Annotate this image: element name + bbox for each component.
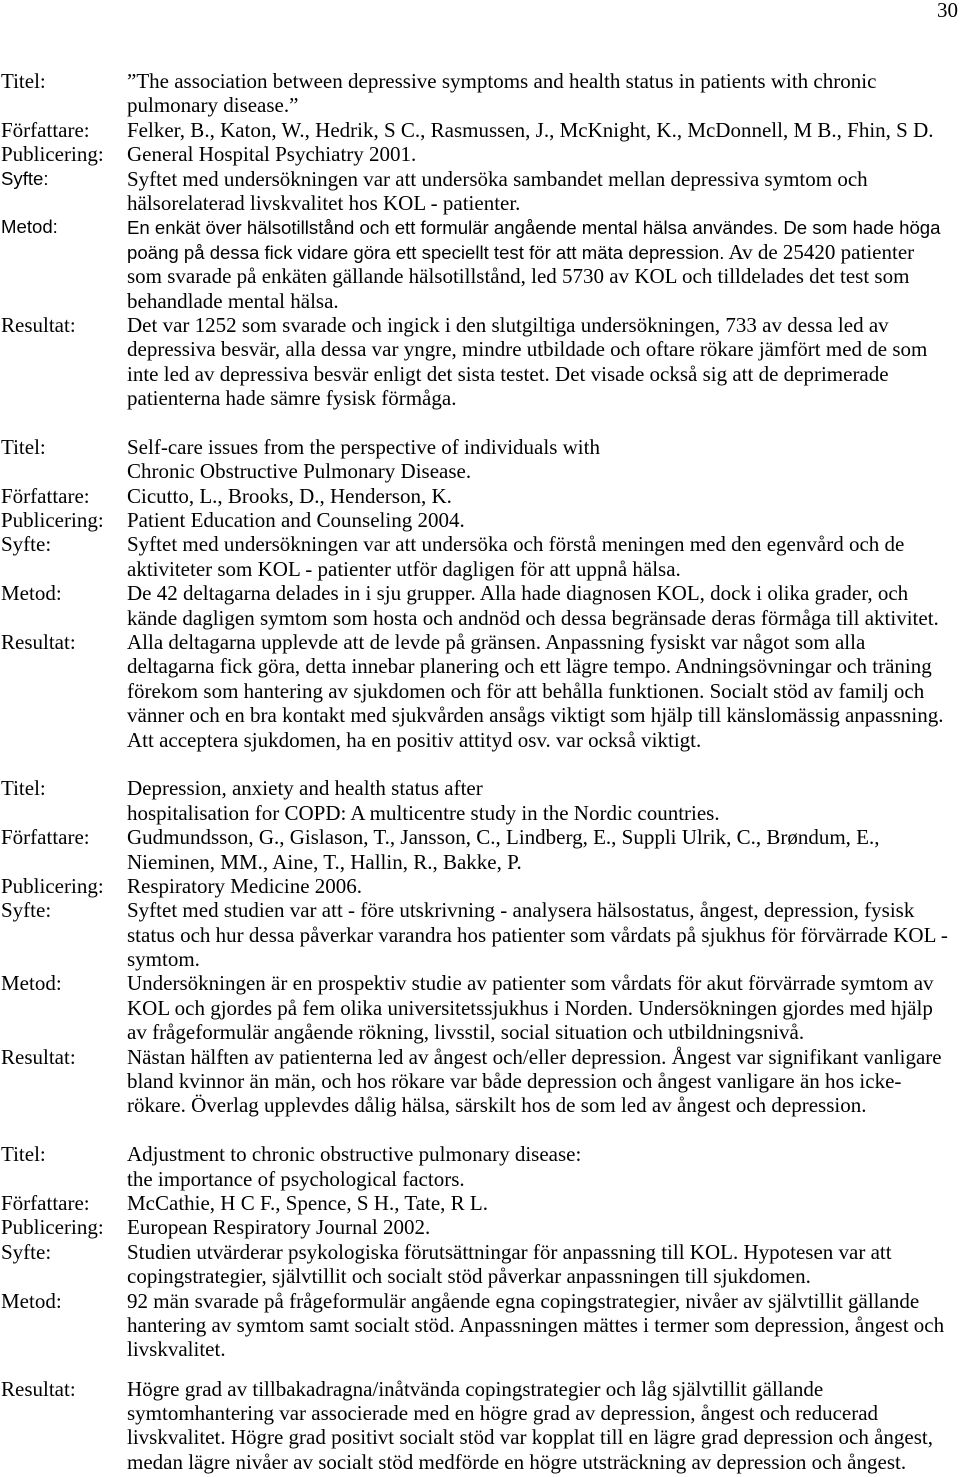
metod-label: Metod:: [1, 581, 62, 606]
syfte-label: Syfte:: [1, 532, 52, 557]
syfte-line: Studien utvärderar psykologiska förutsättningar för anpassning till KOL. Hypotesen var att: [127, 1239, 892, 1264]
publicering-text: [127, 142, 960, 166]
metod-field: [0, 971, 960, 1044]
resultat-line: deltagarna fick göra, detta innebar planering och ett lägre tempo. Andningsövningar och träning: [127, 654, 932, 679]
resultat-field: [0, 1377, 960, 1475]
metod-label: Metod:: [1, 1288, 62, 1313]
metod-line: av frågeformulär angående rökning, livsstil, social situation och utbildningsnivå.: [127, 1020, 805, 1045]
resultat-field: [0, 630, 960, 752]
resultat-line: depressiva besvär, alla dessa var yngre, mindre utbildade och oftare rökare jämfört med de som: [127, 337, 928, 362]
resultat-line: Alla deltagarna upplevde att de levde på gränsen. Anpassning fysiskt var något som alla: [127, 629, 866, 654]
syfte-line: symtom.: [127, 947, 200, 972]
syfte-line: Syftet med undersökningen var att undersöka sambandet mellan depressiva symtom och: [127, 166, 868, 191]
titel-text: [127, 776, 960, 825]
publicering-line: Respiratory Medicine 2006.: [127, 873, 363, 898]
syfte-label: Syfte:: [1, 898, 52, 923]
resultat-label: Resultat:: [1, 312, 76, 337]
titel-line: hospitalisation for COPD: A multicentre study in the Nordic countries.: [127, 800, 720, 825]
resultat-line: Att acceptera sjukdomen, ha en positiv attityd osv. var också viktigt.: [127, 727, 702, 752]
resultat-line: patienterna hade sämre fysisk förmåga.: [127, 386, 457, 411]
metod-line: 92 män svarade på frågeformulär angående egna copingstrategier, nivåer av självtillit gällande: [127, 1288, 920, 1313]
metod-field: [0, 1289, 960, 1362]
resultat-label: Resultat:: [1, 1044, 76, 1069]
titel-field: [0, 69, 960, 118]
metod-line: Undersökningen är en prospektiv studie av patienter som vårdats för akut förvärrade symtom av: [127, 971, 934, 996]
publicering-line: General Hospital Psychiatry 2001.: [127, 142, 417, 167]
publicering-field: [0, 1215, 960, 1239]
metod-line: som svarade på enkäten gällande hälsotillstånd, led 5730 av KOL och tilldelades det test som: [127, 264, 910, 289]
resultat-text: [127, 1377, 960, 1475]
syfte-text: [127, 532, 960, 581]
document-body: [0, 69, 960, 1474]
titel-label: Titel:: [1, 69, 46, 93]
resultat-field: [0, 1045, 960, 1118]
publicering-line: Patient Education and Counseling 2004.: [127, 508, 465, 533]
titel-line: Self-care issues from the perspective of individuals with: [127, 434, 600, 459]
syfte-line: Syftet med studien var att - före utskrivning - analysera hälsostatus, ångest, depression, fysisk: [127, 898, 915, 923]
syfte-field: [0, 532, 960, 581]
titel-field: [0, 776, 960, 825]
metod-label: Metod:: [1, 216, 58, 238]
forfattare-text: [127, 118, 960, 142]
resultat-label: Resultat:: [1, 1376, 76, 1401]
metod-label: Metod:: [1, 971, 62, 996]
titel-line: Adjustment to chronic obstructive pulmonary disease:: [127, 1142, 582, 1167]
metod-text: [127, 971, 960, 1044]
forfattare-text: [127, 825, 960, 874]
syfte-field: [0, 1240, 960, 1289]
syfte-label: Syfte:: [1, 167, 49, 189]
publicering-text: [127, 508, 960, 532]
forfattare-field: [0, 1191, 960, 1215]
resultat-line: symtomhantering var associerade med en högre grad av depression, ångest och reducerad: [127, 1401, 879, 1426]
metod-line: livskvalitet.: [127, 1337, 226, 1362]
resultat-line: Högre grad av tillbakadragna/inåtvända copingstrategier och låg självtillit gällande: [127, 1376, 824, 1401]
titel-field: [0, 1142, 960, 1191]
titel-label: Titel:: [1, 434, 46, 459]
forfattare-text: [127, 484, 960, 508]
publicering-field: [0, 142, 960, 166]
resultat-line: inte led av depressiva besvär enligt det sista testet. Det visade också sig att de deprimerade: [127, 361, 889, 386]
literature-entry-3: [0, 776, 960, 1117]
syfte-field: [0, 898, 960, 971]
publicering-text: [127, 874, 960, 898]
resultat-text: [127, 630, 960, 752]
resultat-label: Resultat:: [1, 629, 76, 654]
forfattare-field: [0, 484, 960, 508]
forfattare-label: Författare:: [1, 117, 90, 142]
forfattare-line: Cicutto, L., Brooks, D., Henderson, K.: [127, 483, 452, 508]
metod-line: [127, 240, 960, 264]
titel-line: the importance of psychological factors.: [127, 1166, 465, 1191]
resultat-line: medan lägre nivåer av socialt stöd medförde en högre utsträckning av depression och ångest.: [127, 1449, 907, 1474]
resultat-line: Det var 1252 som svarade och ingick i den slutgiltiga undersökningen, 733 av dessa led av: [127, 312, 889, 337]
forfattare-label: Författare:: [1, 483, 90, 508]
resultat-line: vänner och en bra kontakt med sjukvården ansågs viktigt som hjälp till känslomässig anpassning.: [127, 703, 944, 728]
syfte-line: aktiviteter som KOL - patienter utför dagligen för att uppnå hälsa.: [127, 556, 681, 581]
titel-text: [127, 435, 960, 484]
metod-line: De 42 deltagarna delades in i sju grupper. Alla hade diagnosen KOL, dock i olika grader, och: [127, 581, 909, 606]
metod-field: [0, 215, 960, 313]
syfte-field: [0, 167, 960, 216]
resultat-field: [0, 313, 960, 411]
titel-line: Chronic Obstructive Pulmonary Disease.: [127, 459, 472, 484]
resultat-line: livskvalitet. Högre grad positivt socialt stöd var kopplat till en lägre grad depression och ångest,: [127, 1425, 933, 1450]
literature-entry-2: [0, 435, 960, 752]
publicering-label: Publicering:: [1, 873, 104, 898]
syfte-line: copingstrategier, självtillit och socialt stöd påverkar anpassningen till sjukdomen.: [127, 1264, 811, 1289]
metod-line: behandlade mental hälsa.: [127, 288, 339, 313]
forfattare-line: McCathie, H C F., Spence, S H., Tate, R L.: [127, 1190, 489, 1215]
syfte-text: [127, 167, 960, 216]
forfattare-line: Gudmundsson, G., Gislason, T., Jansson, C., Lindberg, E., Suppli Ulrik, C., Brøndum, E.,: [127, 825, 880, 850]
metod-segment: poäng på dessa fick vidare göra ett speciellt test för att mäta depression.: [127, 241, 725, 263]
publicering-text: [127, 1215, 960, 1239]
metod-text: [127, 215, 960, 313]
literature-entry-4: [0, 1142, 960, 1474]
forfattare-line: Felker, B., Katon, W., Hedrik, S C., Rasmussen, J., McKnight, K., McDonnell, M B., Fhin, S D.: [127, 117, 934, 142]
syfte-text: [127, 1240, 960, 1289]
resultat-text: [127, 313, 960, 411]
syfte-line: status och hur dessa påverkar varandra hos patienter som vårdats på sjukhus för förvärrade KOL -: [127, 922, 948, 947]
forfattare-text: [127, 1191, 960, 1215]
syfte-label: Syfte:: [1, 1239, 52, 1264]
syfte-line: Syftet med undersökningen var att undersöka och förstå meningen med den egenvård och de: [127, 532, 905, 557]
forfattare-label: Författare:: [1, 1190, 90, 1215]
metod-line: KOL och gjordes på fem olika universitetssjukhus i Norden. Undersökningen gjordes med hjälp: [127, 995, 933, 1020]
resultat-line: Nästan hälften av patienterna led av ångest och/eller depression. Ångest var signifikant vanligare: [127, 1044, 942, 1069]
publicering-field: [0, 874, 960, 898]
forfattare-label: Författare:: [1, 825, 90, 850]
titel-text: [127, 69, 960, 118]
publicering-field: [0, 508, 960, 532]
titel-text: [127, 1142, 960, 1191]
literature-entry-1: [0, 69, 960, 410]
forfattare-line: Nieminen, MM., Aine, T., Hallin, R., Bakke, P.: [127, 849, 522, 874]
titel-line: pulmonary disease.”: [127, 93, 299, 118]
metod-segment: Av de 25420 patienter: [728, 239, 915, 264]
forfattare-field: [0, 825, 960, 874]
publicering-line: European Respiratory Journal 2002.: [127, 1215, 431, 1240]
metod-line: hantering av symtom samt socialt stöd. Anpassningen mättes i termer som depression, ångest och: [127, 1312, 945, 1337]
publicering-label: Publicering:: [1, 508, 104, 533]
resultat-line: förekom som hantering av sjukdomen och för att behålla funktionen. Socialt stöd av familj och: [127, 678, 925, 703]
resultat-text: [127, 1045, 960, 1118]
titel-label: Titel:: [1, 776, 46, 801]
forfattare-field: [0, 118, 960, 142]
titel-label: Titel:: [1, 1142, 46, 1167]
metod-text: [127, 581, 960, 630]
titel-line: Depression, anxiety and health status after: [127, 776, 483, 801]
syfte-line: hälsorelaterad livskvalitet hos KOL - patienter.: [127, 190, 521, 215]
metod-line: [127, 215, 960, 239]
resultat-line: bland kvinnor än män, och hos rökare var både depression och ångest vanligare än hos icke-: [127, 1069, 902, 1094]
syfte-text: [127, 898, 960, 971]
titel-field: [0, 435, 960, 484]
publicering-label: Publicering:: [1, 1215, 104, 1240]
metod-line: kände dagligen symtom som hosta och andnöd och dessa begränsade deras förmåga till aktivitet.: [127, 605, 939, 630]
metod-text: [127, 1289, 960, 1362]
metod-segment: En enkät över hälsotillstånd och ett formulär angående mental hälsa användes. De som hade höga: [127, 217, 941, 239]
metod-field: [0, 581, 960, 630]
publicering-label: Publicering:: [1, 142, 104, 167]
page-number: 30: [937, 0, 958, 22]
titel-line: ”The association between depressive symptoms and health status in patients with chronic: [127, 69, 877, 93]
resultat-line: rökare. Överlag upplevdes dålig hälsa, särskilt hos de som led av ångest och depression.: [127, 1093, 867, 1118]
